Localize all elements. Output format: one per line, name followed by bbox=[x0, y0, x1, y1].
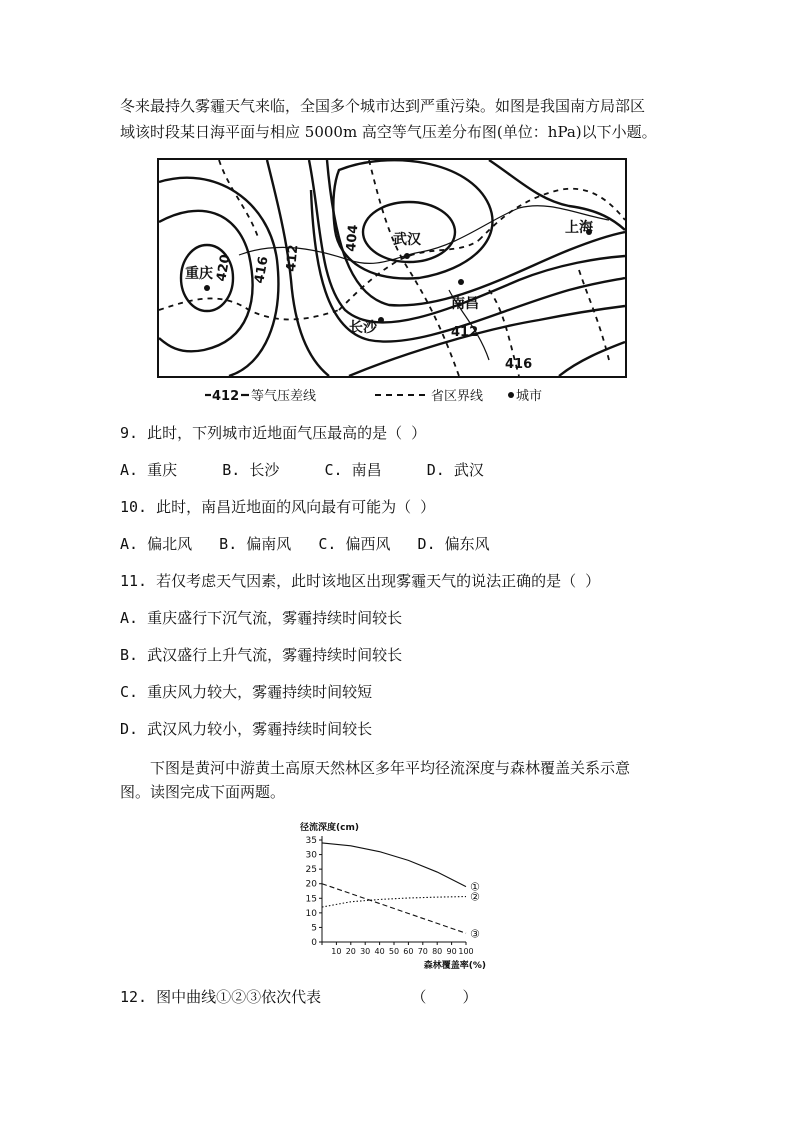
legend-city-dot bbox=[508, 392, 514, 398]
chart-series-label-1: ① bbox=[470, 880, 480, 894]
question-11-option-c: C. 重庆风力较大，雾霾持续时间较短 bbox=[120, 683, 373, 701]
chart-y-tick-label: 10 bbox=[305, 908, 317, 919]
province-boundary-6 bbox=[219, 160, 259, 240]
question-11-option-a: A. 重庆盛行下沉气流，雾霾持续时间较长 bbox=[120, 609, 403, 627]
chart-y-axis-label: 径流深度(cm) bbox=[300, 823, 359, 833]
city-label-changsha: 长沙 bbox=[349, 320, 377, 336]
chart-y-tick-label: 30 bbox=[305, 850, 317, 861]
isoline-label-416-west: 416 bbox=[252, 255, 272, 285]
question-10-options: A. 偏北风 B. 偏南风 C. 偏西风 D. 偏东风 bbox=[120, 535, 490, 553]
chart-x-tick-label: 40 bbox=[374, 947, 385, 956]
chart-x-tick-label: 90 bbox=[446, 947, 457, 956]
isobar-map bbox=[157, 158, 627, 378]
intro2-line-1: 下图是黄河中游黄土高原天然林区多年平均径流深度与森林覆盖关系示意 bbox=[150, 759, 631, 777]
question-10-stem: 10. 此时，南昌近地面的风向最有可能为（ ） bbox=[120, 498, 436, 516]
runoff-chart-svg bbox=[298, 818, 488, 970]
question-12-stem: 12. 图中曲线①②③依次代表 （ ） bbox=[120, 988, 478, 1006]
map-legend bbox=[205, 385, 585, 405]
chart-series-label-3: ③ bbox=[470, 927, 480, 941]
city-dot-chongqing bbox=[204, 285, 210, 291]
chart-y-tick-label: 0 bbox=[311, 938, 317, 948]
chart-x-tick-label: 100 bbox=[458, 947, 474, 956]
legend-boundary-text: 省区界线 bbox=[431, 389, 484, 404]
intro2-line-2: 图。读图完成下面两题。 bbox=[120, 783, 286, 801]
city-dot-wuhan bbox=[404, 253, 410, 259]
province-boundary-4 bbox=[369, 160, 459, 376]
chart-x-tick-label: 20 bbox=[345, 947, 356, 956]
chart-y-tick-label: 20 bbox=[305, 879, 317, 890]
intro-line-2: 域该时段某日海平面与相应 5000m 高空等气压差分布图(单位：hPa)以下小题。 bbox=[120, 123, 657, 141]
chart-x-axis-label: 森林覆盖率(%) bbox=[423, 961, 486, 970]
chart-x-tick-label: 30 bbox=[360, 947, 371, 956]
city-label-wuhan: 武汉 bbox=[393, 232, 421, 248]
chart-y-tick-label: 5 bbox=[311, 923, 317, 934]
city-label-nanchang: 南昌 bbox=[451, 296, 479, 312]
city-label-chongqing: 重庆 bbox=[185, 266, 213, 282]
chart-series-line-2 bbox=[322, 897, 466, 907]
chart-y-tick-label: 15 bbox=[305, 894, 317, 905]
isoline-label-420: 420 bbox=[214, 253, 234, 283]
question-11-stem: 11. 若仅考虑天气因素，此时该地区出现雾霾天气的说法正确的是（ ） bbox=[120, 572, 601, 590]
legend-isoline-value: 412 bbox=[212, 389, 240, 404]
city-dot-nanchang bbox=[458, 279, 464, 285]
chart-y-tick-label: 35 bbox=[305, 836, 317, 846]
question-9-options: A. 重庆 B. 长沙 C. 南昌 D. 武汉 bbox=[120, 461, 484, 479]
isoline-label-412-west: 412 bbox=[284, 244, 302, 273]
chart-series-group bbox=[322, 843, 480, 940]
question-11-option-d: D. 武汉风力较小，雾霾持续时间较长 bbox=[120, 720, 373, 738]
isobar-map-svg bbox=[159, 160, 625, 376]
chart-series-line-1 bbox=[322, 843, 466, 887]
city-label-shanghai: 上海 bbox=[565, 220, 593, 236]
chart-x-tick-label: 10 bbox=[331, 947, 342, 956]
chart-series-label-2: ② bbox=[470, 890, 480, 904]
chart-x-tick-label: 70 bbox=[417, 947, 428, 956]
legend-city-text: 城市 bbox=[516, 389, 543, 404]
chart-x-tick-label: 80 bbox=[432, 947, 443, 956]
chart-axes bbox=[306, 836, 474, 956]
legend-isoline-text: 等气压差线 bbox=[251, 389, 317, 404]
map-legend-svg bbox=[205, 385, 585, 405]
chart-series-line-3 bbox=[322, 884, 466, 934]
intro-line-1: 冬来最持久雾霾天气来临，全国多个城市达到严重污染。如图是我国南方局部区 bbox=[120, 97, 646, 115]
question-9-stem: 9. 此时，下列城市近地面气压最高的是（ ） bbox=[120, 424, 427, 442]
isoline-label-404: 404 bbox=[344, 224, 362, 253]
city-dot-changsha bbox=[378, 317, 384, 323]
chart-y-tick-label: 25 bbox=[305, 865, 317, 876]
chart-x-tick-label: 50 bbox=[388, 947, 400, 956]
isoline-f bbox=[559, 342, 625, 376]
runoff-chart bbox=[298, 818, 488, 970]
isoline-label-416-east: 416 bbox=[505, 357, 533, 372]
province-boundary-1 bbox=[159, 298, 339, 319]
question-11-option-b: B. 武汉盛行上升气流，雾霾持续时间较长 bbox=[120, 646, 403, 664]
isoline-label-412-east: 412 bbox=[451, 325, 479, 340]
chart-x-tick-label: 60 bbox=[403, 947, 414, 956]
